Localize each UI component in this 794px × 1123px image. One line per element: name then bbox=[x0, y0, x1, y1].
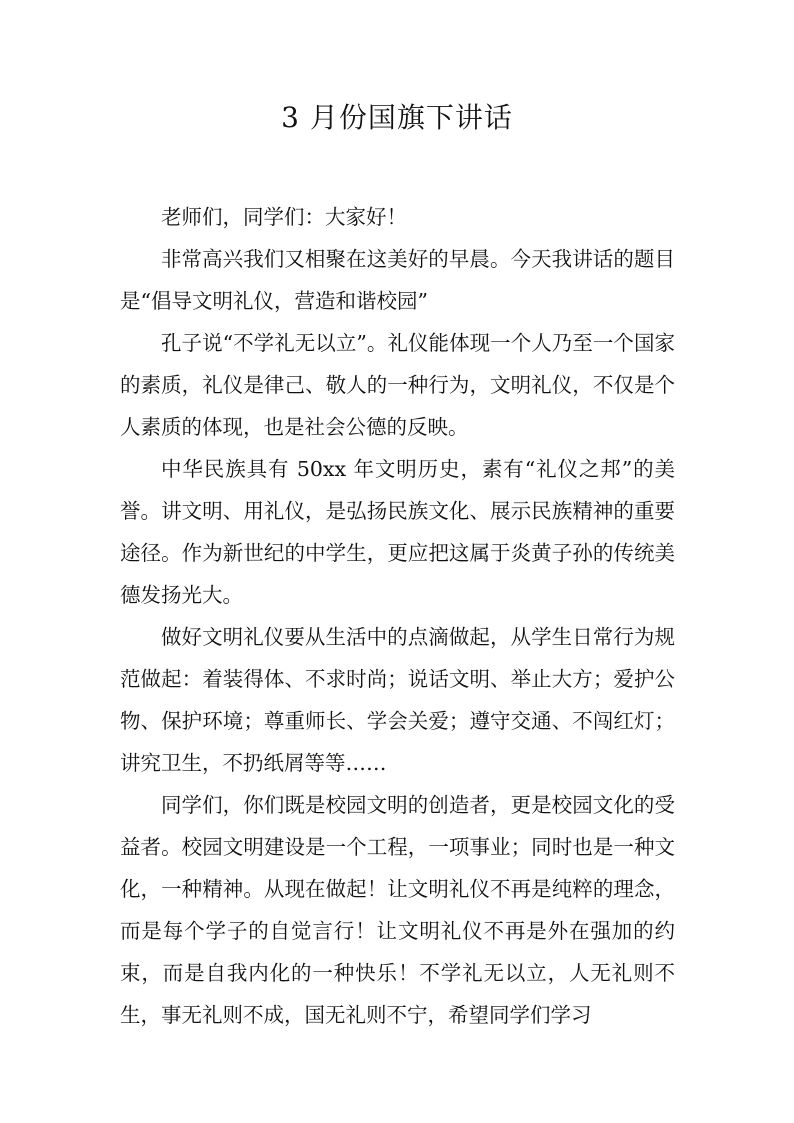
paragraph-campus-civilization: 同学们，你们既是校园文明的创造者，更是校园文化的受益者。校园文明建设是一个工程，一项事业；同时也是一种文化，一种精神。从现在做起！让文明礼仪不再是纯粹的理念，而是每个学子的自觉言行！让文明礼仪不再是外在强加的约束，而是自我内化的一种快乐！不学礼无以立，人无礼则不生，事无礼则不成，国无礼则不宁，希望同学们学习 bbox=[120, 793, 675, 1027]
paragraph-greeting: 老师们，同学们：大家好！ bbox=[161, 205, 407, 229]
paragraph-daily-etiquette: 做好文明礼仪要从生活中的点滴做起，从学生日常行为规范做起：着装得体、不求时尚；说话文明、举止大方；爱护公物、保护环境；尊重师长、学会关爱；遵守交通、不闯红灯；讲究卫生，不扔纸屑等等…… bbox=[120, 625, 675, 775]
paragraph-confucius: 孔子说“不学礼无以立”。礼仪能体现一个人乃至一个国家的素质，礼仪是律己、敬人的一种行为，文明礼仪，不仅是个人素质的体现，也是社会公德的反映。 bbox=[120, 331, 675, 439]
speech-body bbox=[120, 196, 675, 1036]
document-title: 3 月份国旗下讲话 bbox=[281, 101, 513, 134]
paragraph-chinese-nation: 中华民族具有 50xx 年文明历史，素有“礼仪之邦”的美誉。讲文明、用礼仪，是弘扬民族文化、展示民族精神的重要途径。作为新世纪的中学生，更应把这属于炎黄子孙的传统美德发扬光大。 bbox=[120, 457, 675, 607]
paragraph-topic: 非常高兴我们又相聚在这美好的早晨。今天我讲话的题目是“倡导文明礼仪，营造和谐校园” bbox=[120, 247, 675, 313]
